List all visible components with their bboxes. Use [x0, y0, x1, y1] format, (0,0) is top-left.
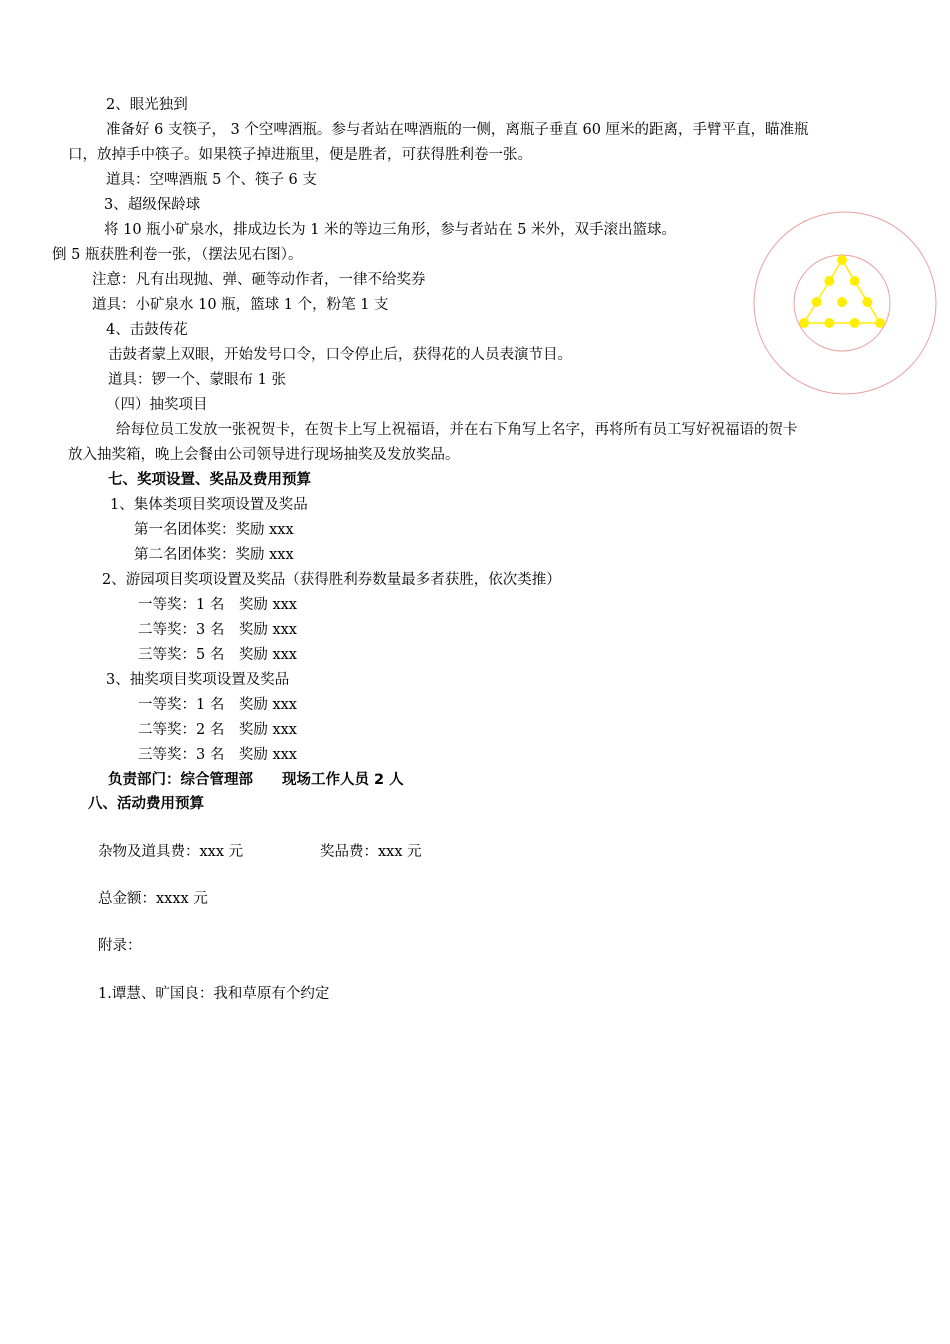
award-item: 三等奖：3 名 奖励 xxx: [138, 747, 297, 763]
props-text: 道具：锣一个、蒙眼布 1 张: [108, 372, 286, 388]
award-item: 一等奖：1 名 奖励 xxx: [138, 597, 297, 613]
award-item: 一等奖：1 名 奖励 xxx: [138, 697, 297, 713]
bottle-dot: [862, 297, 872, 307]
award-item: 二等奖：3 名 奖励 xxx: [138, 622, 297, 638]
note-text: 注意：凡有出现抛、弹、砸等动作者，一律不给奖券: [92, 272, 426, 288]
props-text: 道具：小矿泉水 10 瓶，篮球 1 个，粉笔 1 支: [92, 297, 389, 313]
chapter-heading: 八、活动费用预算: [88, 796, 204, 812]
section-heading: 4、击鼓传花: [106, 322, 188, 338]
body-text: 口，放掉手中筷子。如果筷子掉进瓶里，便是胜者，可获得胜利卷一张。: [68, 147, 532, 163]
triangle-outline: [804, 260, 880, 323]
award-item: 第二名团体奖：奖励 xxx: [134, 547, 294, 563]
body-text: 准备好 6 支筷子， 3 个空啤酒瓶。参与者站在啤酒瓶的一侧，离瓶子垂直 60 厘米的距离，手臂平直，瞄准瓶: [106, 122, 809, 138]
bottle-dot: [824, 318, 834, 328]
appendix-heading: 附录：: [98, 938, 142, 954]
body-text: 放入抽奖箱，晚上会餐由公司领导进行现场抽奖及发放奖品。: [68, 447, 460, 463]
section-heading: （四）抽奖项目: [106, 397, 208, 413]
bottle-dot: [799, 318, 809, 328]
appendix-item: 1.谭慧、旷国良：我和草原有个约定: [98, 986, 330, 1002]
bottle-dot: [850, 318, 860, 328]
section-heading: 2、眼光独到: [106, 97, 188, 113]
bottle-dot: [837, 255, 847, 265]
chapter-heading: 七、奖项设置、奖品及费用预算: [108, 472, 311, 488]
responsible-dept: 负责部门：综合管理部 现场工作人员 2 人: [108, 772, 404, 788]
bottle-dot: [875, 318, 885, 328]
bottle-dot: [812, 297, 822, 307]
award-item: 第一名团体奖：奖励 xxx: [134, 522, 294, 538]
subsection-heading: 1、集体类项目奖项设置及奖品: [110, 497, 308, 513]
subsection-heading: 2、游园项目奖项设置及奖品（获得胜利券数量最多者获胜，依次类推）: [102, 572, 561, 588]
cost-item: 奖品费：xxx 元: [320, 844, 422, 860]
bowling-layout-diagram: [752, 210, 938, 396]
award-item: 二等奖：2 名 奖励 xxx: [138, 722, 297, 738]
bottle-dot: [824, 276, 834, 286]
cost-item: 杂物及道具费：xxx 元: [98, 844, 244, 860]
subsection-heading: 3、抽奖项目奖项设置及奖品: [106, 672, 290, 688]
award-item: 三等奖：5 名 奖励 xxx: [138, 647, 297, 663]
body-text: 倒 5 瓶获胜利卷一张，（摆法见右图）。: [52, 247, 303, 263]
total-amount: 总金额：xxxx 元: [98, 891, 208, 907]
body-text: 击鼓者蒙上双眼，开始发号口令，口令停止后，获得花的人员表演节目。: [108, 347, 572, 363]
section-heading: 3、超级保龄球: [104, 197, 201, 213]
body-text: 给每位员工发放一张祝贺卡，在贺卡上写上祝福语，并在右下角写上名字，再将所有员工写好祝福语的贺卡: [116, 422, 798, 438]
bottle-dot: [837, 297, 847, 307]
bottle-dot: [850, 276, 860, 286]
props-text: 道具：空啤酒瓶 5 个、筷子 6 支: [106, 172, 317, 188]
body-text: 将 10 瓶小矿泉水，排成边长为 1 米的等边三角形，参与者站在 5 米外，双手滚出篮球。: [104, 222, 677, 238]
